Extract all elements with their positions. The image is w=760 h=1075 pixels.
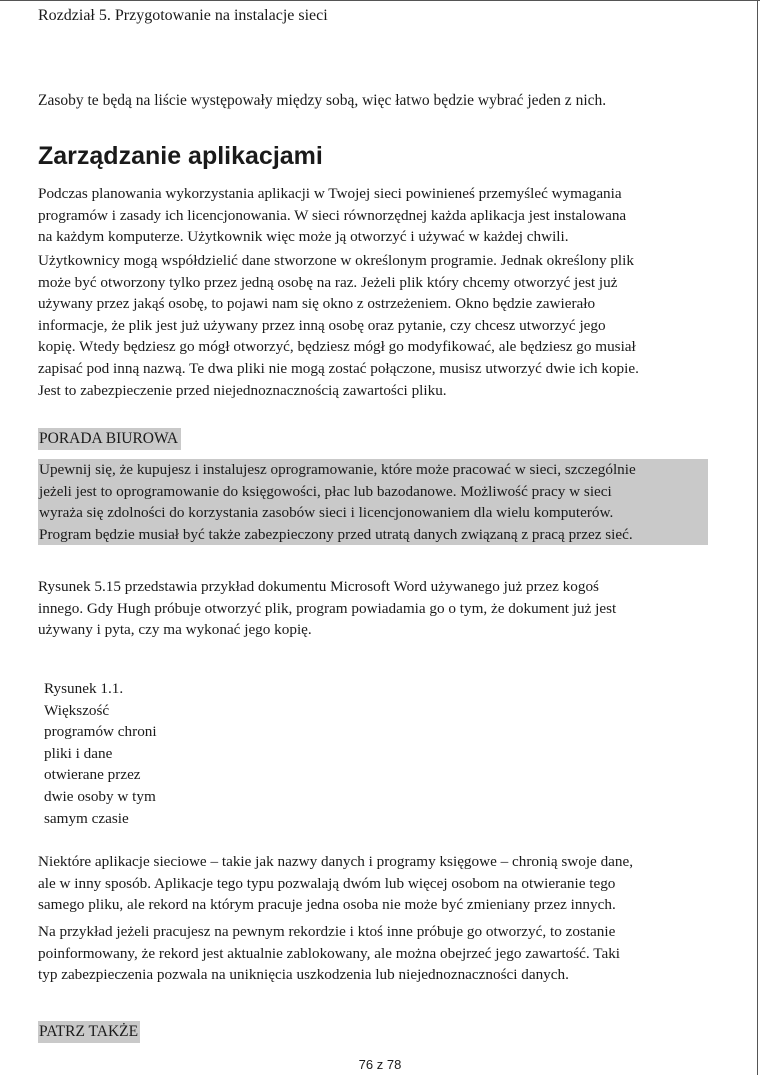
- paragraph-network-apps: [38, 851, 728, 916]
- text-line: poinformowany, że rekord jest aktualnie zablokowany, ale można obejrzeć jego zawartość. Taki: [38, 944, 621, 962]
- caption-line: otwierane przez: [44, 766, 141, 784]
- page-border-top: [0, 0, 760, 1]
- text-line: może być otworzony tylko przez jedną osobę na raz. Jeżeli plik który chcemy otworzyć jest już: [38, 273, 618, 291]
- text-line: Niektóre aplikacje sieciowe – takie jak nazwy danych i programy księgowe – chronią swoje dane,: [38, 853, 634, 870]
- paragraph-record-locking: [38, 921, 728, 986]
- paragraph-file-sharing: [38, 250, 728, 401]
- text-line: programów i zasady ich licencjonowania. W sieci równorzędnej każda aplikacja jest instalowana: [38, 206, 627, 224]
- text-line: samego pliku, ale rekord na którym pracuje jedna osoba nie może być zmieniany przez innych.: [38, 896, 616, 914]
- text-line: Jest to zabezpieczenie przed niejednoznacznością zawartości pliku.: [38, 381, 447, 399]
- caption-line: Większość: [44, 701, 110, 719]
- text-line: zapisać pod inną nazwą. Te dwa pliki nie mogą zostać połączone, musisz utworzyć dwie ich kopie.: [38, 359, 639, 377]
- paragraph-applications-planning: [38, 183, 728, 248]
- paragraph-figure-reference: [38, 576, 728, 641]
- text-line: używany przez jakąś osobę, to pojawi nam się okno z ostrzeżeniem. Okno będzie zawierało: [38, 295, 596, 313]
- tip-line: jeżeli jest to oprogramowanie do księgowości, płac lub bazodanowe. Możliwość pracy w sieci: [38, 481, 708, 503]
- text-line: Na przykład jeżeli pracujesz na pewnym rekordzie i ktoś inne próbuje go otworzyć, to zostanie: [38, 923, 616, 940]
- section-heading: Zarządzanie aplikacjami: [38, 142, 323, 170]
- page-number: 76 z 78: [358, 1057, 402, 1072]
- tip-line: Program będzie musiał być także zabezpieczony przed utratą danych związaną z pracą przez sieć.: [38, 524, 708, 546]
- text-line: innego. Gdy Hugh próbuje otworzyć plik, program powiadamia go o tym, że dokument już jest: [38, 599, 617, 617]
- caption-line: samym czasie: [44, 809, 129, 827]
- text-line: Rysunek 5.15 przedstawia przykład dokumentu Microsoft Word używanego już przez kogoś: [38, 578, 599, 595]
- caption-line: programów chroni: [44, 723, 157, 741]
- tip-title: PORADA BIUROWA: [38, 428, 181, 450]
- tip-box: [38, 459, 708, 545]
- text-line: kopię. Wtedy będziesz go mógł otworzyć, będziesz mógł go modyfikować, ale będziesz go musiał: [38, 338, 636, 356]
- intro-text: Zasoby te będą na liście występowały między sobą, więc łatwo będzie wybrać jeden z nich.: [38, 92, 607, 109]
- text-line: informacje, że plik jest już używany przez inną osobę oraz pytanie, czy chcesz utworzyć jego: [38, 316, 606, 334]
- caption-line: pliki i dane: [44, 744, 113, 762]
- caption-line: Rysunek 1.1.: [44, 680, 124, 697]
- text-line: używany i pyta, czy ma wykonać jego kopię.: [38, 621, 312, 639]
- text-line: Użytkownicy mogą współdzielić dane stworzone w określonym programie. Jednak określony plik: [38, 252, 634, 269]
- figure-caption: [44, 678, 204, 829]
- text-line: typ zabezpieczenia pozwala na uniknięcia uszkodzenia lub niejednoznaczności danych.: [38, 966, 569, 984]
- see-also-heading: PATRZ TAKŻE: [38, 1021, 140, 1043]
- text-line: ale w inny sposób. Aplikacje tego typu pozwalają dwóm lub więcej osobom na otwieranie tego: [38, 874, 616, 892]
- text-line: na każdym komputerze. Użytkownik więc może ją otworzyć i używać w każdej chwili.: [38, 228, 569, 246]
- tip-line: wyraża się zdolności do korzystania zasobów sieci i licencjonowaniem dla wielu komputerów.: [38, 502, 708, 524]
- tip-line: Upewnij się, że kupujesz i instalujesz oprogramowanie, które może pracować w sieci, szczególnie: [38, 459, 708, 481]
- page-border-right: [757, 0, 758, 1075]
- caption-line: dwie osoby w tym: [44, 787, 156, 805]
- text-line: Podczas planowania wykorzystania aplikacji w Twojej sieci powinieneś przemyśleć wymagania: [38, 185, 622, 202]
- chapter-header: Rozdział 5. Przygotowanie na instalacje sieci: [38, 7, 328, 24]
